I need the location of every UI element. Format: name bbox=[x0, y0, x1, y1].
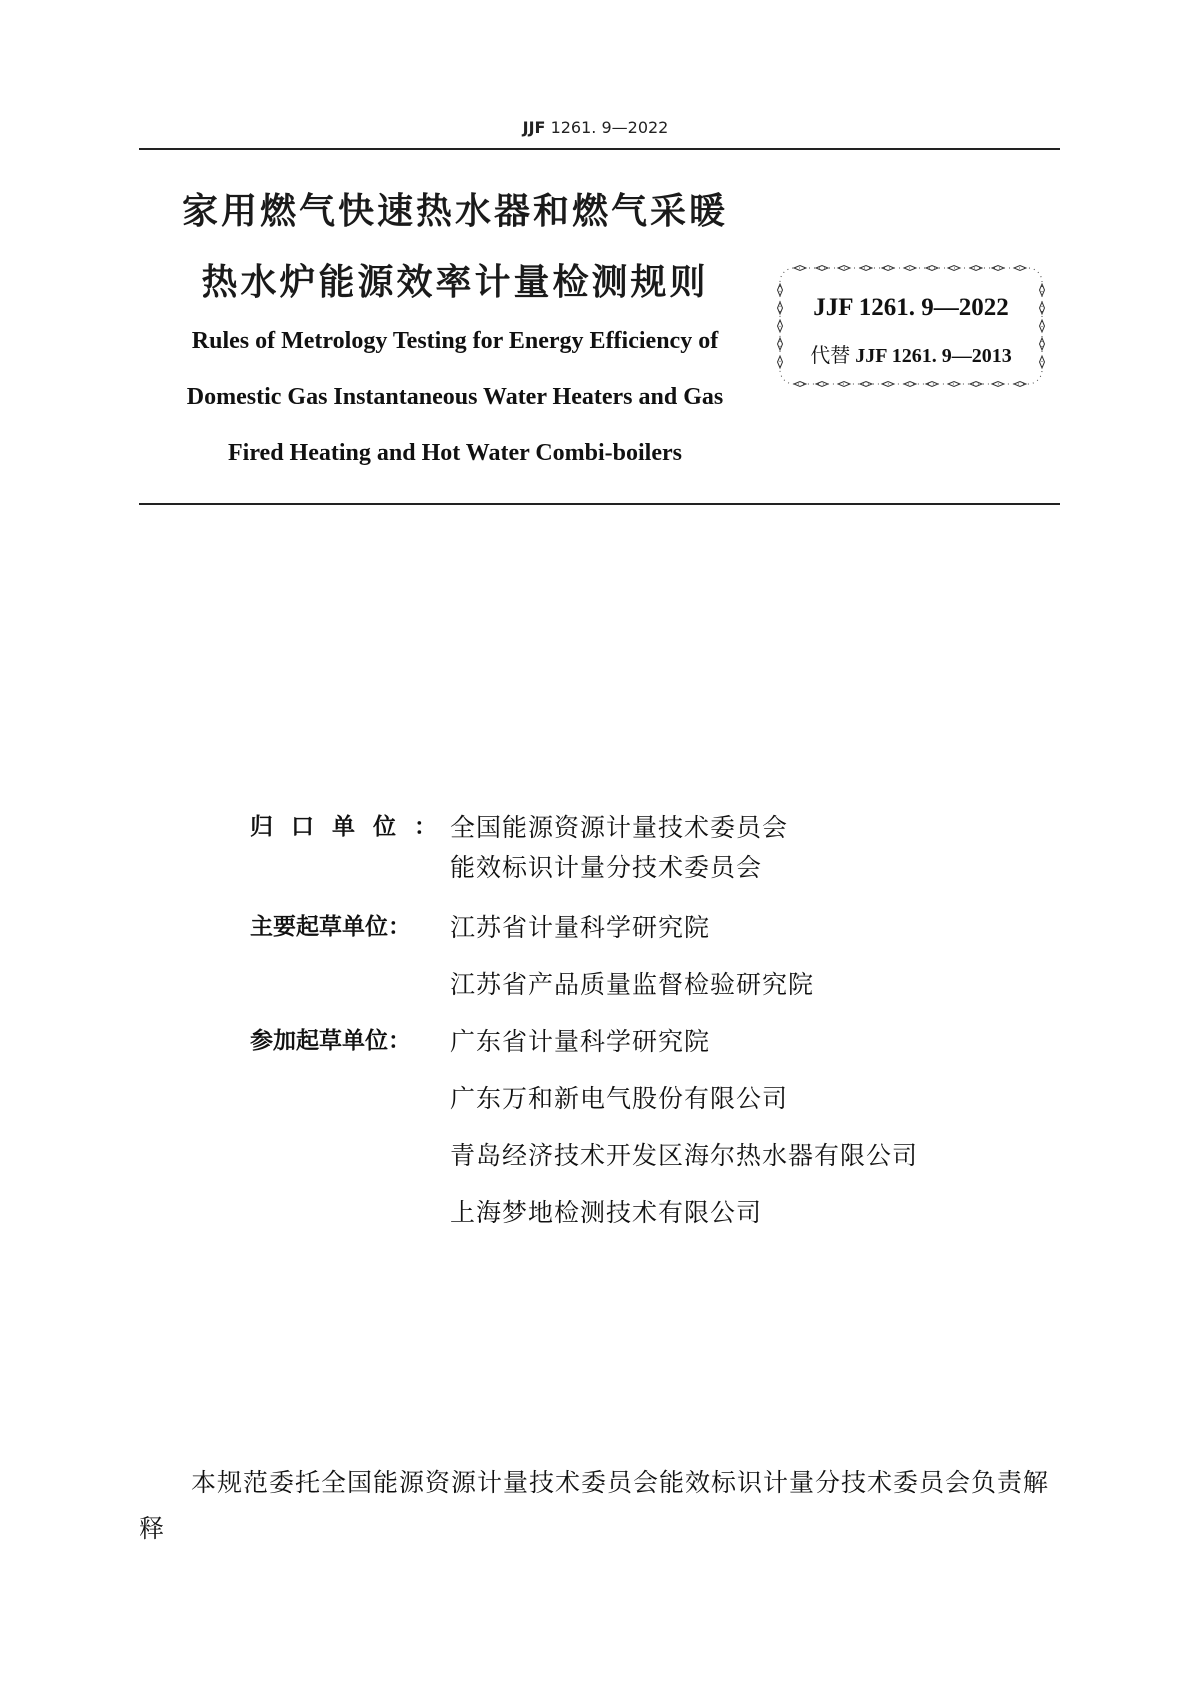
header-code-prefix: JJF bbox=[522, 118, 546, 137]
participating-value: 青岛经济技术开发区海尔热水器有限公司 bbox=[450, 1141, 919, 1170]
replace-label: 代替 bbox=[810, 345, 851, 367]
running-header bbox=[0, 118, 1191, 137]
frame-ornament bbox=[926, 266, 938, 271]
responsible-unit-value: 全国能源资源计量技术委员会 bbox=[450, 813, 789, 842]
main-drafting-label: 主要起草单位： bbox=[250, 914, 411, 940]
header-rule bbox=[139, 148, 1060, 150]
participating-value: 广东省计量科学研究院 bbox=[450, 1027, 711, 1056]
responsible-unit-label: 归口单位： bbox=[250, 814, 455, 840]
participating-value: 上海梦地检测技术有限公司 bbox=[450, 1198, 763, 1227]
frame-ornament bbox=[816, 266, 828, 271]
frame-ornament bbox=[970, 382, 982, 387]
frame-ornament bbox=[992, 266, 1004, 271]
frame-ornament bbox=[794, 382, 806, 387]
frame-ornament bbox=[1014, 382, 1026, 387]
replaced-standard bbox=[776, 339, 1046, 368]
frame-ornament bbox=[970, 266, 982, 271]
title-cn-line2: 热水炉能源效率计量检测规则 bbox=[201, 262, 709, 303]
replaced-code: JJF 1261. 9—2013 bbox=[855, 345, 1012, 367]
main-drafting-value: 江苏省产品质量监督检验研究院 bbox=[450, 970, 815, 999]
standard-code-box bbox=[776, 264, 1046, 388]
main-drafting-value: 江苏省计量科学研究院 bbox=[450, 913, 711, 942]
title-rule bbox=[139, 503, 1060, 505]
interpretation-note: 本规范委托全国能源资源计量技术委员会能效标识计量分技术委员会负责解释 bbox=[139, 1468, 1050, 1543]
header-code-rest: 1261. 9—2022 bbox=[545, 118, 669, 137]
frame-ornament bbox=[860, 382, 872, 387]
frame-ornament bbox=[860, 266, 872, 271]
code-box-frame bbox=[776, 264, 1046, 388]
title-en-line3: Fired Heating and Hot Water Combi-boilers bbox=[228, 440, 682, 466]
title-cn-line1: 家用燃气快速热水器和燃气采暖 bbox=[181, 191, 728, 232]
frame-ornament bbox=[882, 266, 894, 271]
title-en-line1: Rules of Metrology Testing for Energy Efficiency of bbox=[191, 328, 719, 354]
participating-value: 广东万和新电气股份有限公司 bbox=[450, 1084, 789, 1113]
responsible-unit-value: 能效标识计量分技术委员会 bbox=[450, 853, 763, 882]
frame-ornament bbox=[904, 382, 916, 387]
standard-code: JJF 1261. 9—2022 bbox=[813, 294, 1009, 321]
participating-label: 参加起草单位： bbox=[250, 1028, 411, 1054]
title-en-line2: Domestic Gas Instantaneous Water Heaters and Gas bbox=[186, 384, 724, 410]
